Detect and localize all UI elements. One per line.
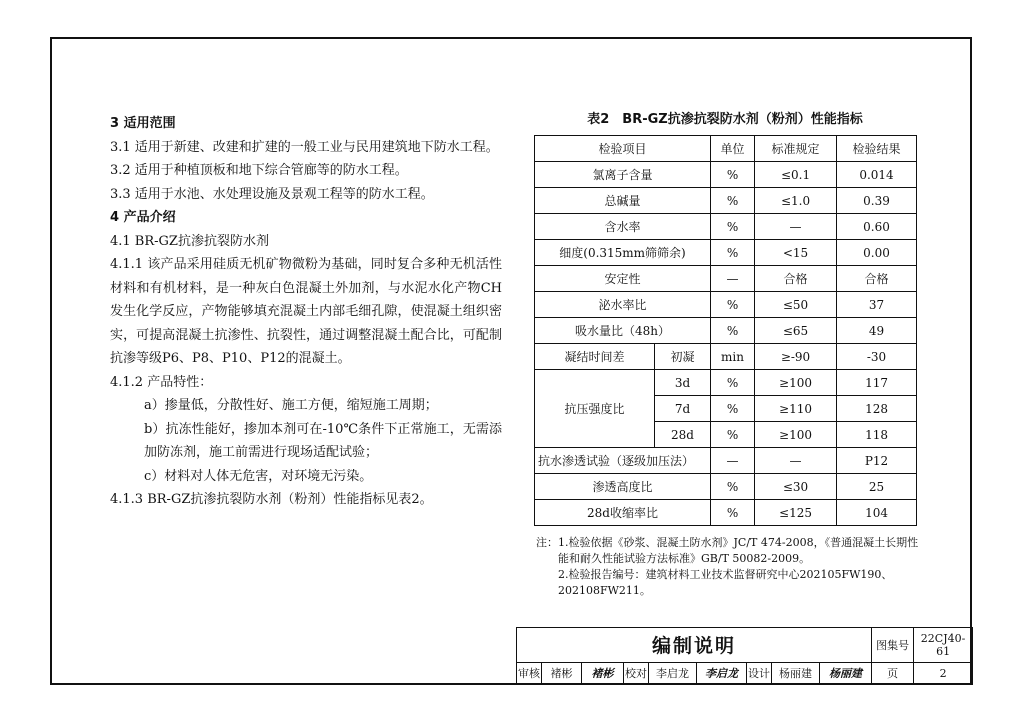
clause-3-3: 3.3 适用于水池、水处理设施及景观工程等的防水工程。	[110, 186, 434, 202]
table-row	[535, 500, 917, 526]
cell-result: 117	[837, 370, 917, 396]
cell-standard: ≤125	[755, 500, 837, 526]
cell-unit: %	[711, 370, 755, 396]
cell-standard: ≤50	[755, 292, 837, 318]
cell-result: 118	[837, 422, 917, 448]
page-number: 2	[914, 662, 973, 684]
clause-3-2: 3.2 适用于种植顶板和地下综合管廊等的防水工程。	[110, 163, 408, 178]
table-title: 表2 BR-GZ抗渗抗裂防水剂（粉剂）性能指标	[587, 112, 863, 127]
cell-standard: 合格	[755, 266, 837, 292]
cell-item: 氯离子含量	[535, 162, 711, 188]
table-row	[535, 370, 917, 396]
cell-item: 吸水量比（48h）	[535, 318, 711, 344]
cell-standard: ≤1.0	[755, 188, 837, 214]
cell-item: 安定性	[535, 266, 711, 292]
cell-standard: ≥110	[755, 396, 837, 422]
cell-item: 抗水渗透试验（逐级加压法）	[535, 448, 711, 474]
cell-item: 含水率	[535, 214, 711, 240]
table-notes	[536, 535, 920, 599]
table-row	[535, 162, 917, 188]
cell-unit: %	[711, 162, 755, 188]
clause-4-1-2: 4.1.2 产品特性：	[110, 374, 213, 390]
cell-subitem: 7d	[655, 396, 711, 422]
reviewer-signature: 褚彬	[582, 662, 624, 684]
page-label: 页	[872, 662, 914, 684]
cell-result: 0.39	[837, 188, 917, 214]
cell-result: 128	[837, 396, 917, 422]
cell-unit: %	[711, 396, 755, 422]
cell-standard: ≥100	[755, 370, 837, 396]
sheet-title: 编制说明	[517, 628, 872, 663]
cell-item: 28d收缩率比	[535, 500, 711, 526]
header-unit: 单位	[711, 136, 755, 162]
cell-unit: %	[711, 422, 755, 448]
checker-signature: 李启龙	[697, 662, 747, 684]
cell-result: 37	[837, 292, 917, 318]
check-label: 校对	[624, 662, 649, 684]
cell-item: 抗压强度比	[535, 370, 655, 448]
cell-item: 泌水率比	[535, 292, 711, 318]
cell-result: 0.00	[837, 240, 917, 266]
note-2: 2.检验报告编号：建筑材料工业技术监督研究中心202105FW190、202108FW211。	[558, 568, 893, 597]
cell-unit: —	[711, 266, 755, 292]
cell-unit: %	[711, 240, 755, 266]
cell-standard: ≤0.1	[755, 162, 837, 188]
designer-name: 杨丽建	[772, 662, 820, 684]
cell-standard: ≥-90	[755, 344, 837, 370]
feature-c: c）材料对人体无危害，对环境无污染。	[144, 468, 373, 484]
cell-unit: %	[711, 474, 755, 500]
feature-a: a）掺量低，分散性好、施工方便，缩短施工周期；	[144, 398, 438, 413]
cell-subitem: 3d	[655, 370, 711, 396]
designer-signature: 杨丽建	[820, 662, 872, 684]
table-row	[535, 474, 917, 500]
cell-unit: %	[711, 500, 755, 526]
table-row	[535, 344, 917, 370]
cell-result: P12	[837, 448, 917, 474]
feature-b: b）抗冻性能好，掺加本剂可在-10℃条件下正常施工，无需添加防冻剂，施工前需进行现场适配试验；	[144, 421, 502, 460]
clause-3-1: 3.1 适用于新建、改建和扩建的一般工业与民用建筑地下防水工程。	[110, 139, 499, 155]
title-block	[516, 627, 973, 685]
cell-standard: <15	[755, 240, 837, 266]
clause-4-1: 4.1 BR-GZ抗渗抗裂防水剂	[110, 233, 269, 249]
cell-standard: ≤30	[755, 474, 837, 500]
cell-result: 25	[837, 474, 917, 500]
cell-unit: min	[711, 344, 755, 370]
cell-standard: —	[755, 214, 837, 240]
checker-name: 李启龙	[649, 662, 697, 684]
header-result: 检验结果	[837, 136, 917, 162]
note-1: 1.检验依据《砂浆、混凝土防水剂》JC/T 474-2008，《普通混凝土长期性能和耐久性能试验方法标准》GB/T 50082-2009。	[558, 536, 919, 565]
review-label: 审核	[517, 662, 542, 684]
cell-unit: %	[711, 188, 755, 214]
header-standard: 标准规定	[755, 136, 837, 162]
cell-item: 总碱量	[535, 188, 711, 214]
cell-subitem: 28d	[655, 422, 711, 448]
cell-result: 49	[837, 318, 917, 344]
design-label: 设计	[747, 662, 772, 684]
header-item: 检验项目	[535, 136, 711, 162]
cell-item: 细度(0.315mm筛筛余)	[535, 240, 711, 266]
cell-result: 合格	[837, 266, 917, 292]
table-row	[535, 214, 917, 240]
table-row	[535, 448, 917, 474]
table-row	[535, 292, 917, 318]
table-row	[535, 188, 917, 214]
clause-4-1-3: 4.1.3 BR-GZ抗渗抗裂防水剂（粉剂）性能指标见表2。	[110, 492, 433, 507]
cell-unit: %	[711, 292, 755, 318]
table-row	[535, 240, 917, 266]
cell-standard: —	[755, 448, 837, 474]
cell-standard: ≤65	[755, 318, 837, 344]
atlas-number-label: 图集号	[872, 628, 914, 663]
cell-item: 凝结时间差	[535, 344, 655, 370]
cell-result: 0.014	[837, 162, 917, 188]
cell-result: -30	[837, 344, 917, 370]
atlas-number: 22CJ40-61	[914, 628, 973, 663]
notes-label: 注：	[536, 536, 558, 549]
cell-unit: —	[711, 448, 755, 474]
reviewer-name: 褚彬	[542, 662, 582, 684]
clause-4-1-1: 4.1.1 该产品采用硅质无机矿物微粉为基础，同时复合多种无机活性材料和有机材料，是一种灰白色混凝土外加剂，与水泥水化产物CH发生化学反应，产物能够填充混凝土内部毛细孔隙，使混凝土组织密实，可提高混凝土抗渗性、抗裂性，通过调整混凝土配合比，可配制抗渗等级P6、P8、P10、P12的混凝土。	[110, 257, 502, 366]
left-text-column	[110, 112, 502, 512]
cell-result: 0.60	[837, 214, 917, 240]
table-row	[535, 266, 917, 292]
table-header-row	[535, 136, 917, 162]
cell-unit: %	[711, 318, 755, 344]
cell-standard: ≥100	[755, 422, 837, 448]
table-row	[535, 318, 917, 344]
section-3-title: 3 适用范围	[110, 116, 176, 131]
cell-result: 104	[837, 500, 917, 526]
cell-subitem: 初凝	[655, 344, 711, 370]
section-4-title: 4 产品介绍	[110, 210, 176, 225]
cell-unit: %	[711, 214, 755, 240]
cell-item: 渗透高度比	[535, 474, 711, 500]
performance-table	[534, 135, 917, 526]
